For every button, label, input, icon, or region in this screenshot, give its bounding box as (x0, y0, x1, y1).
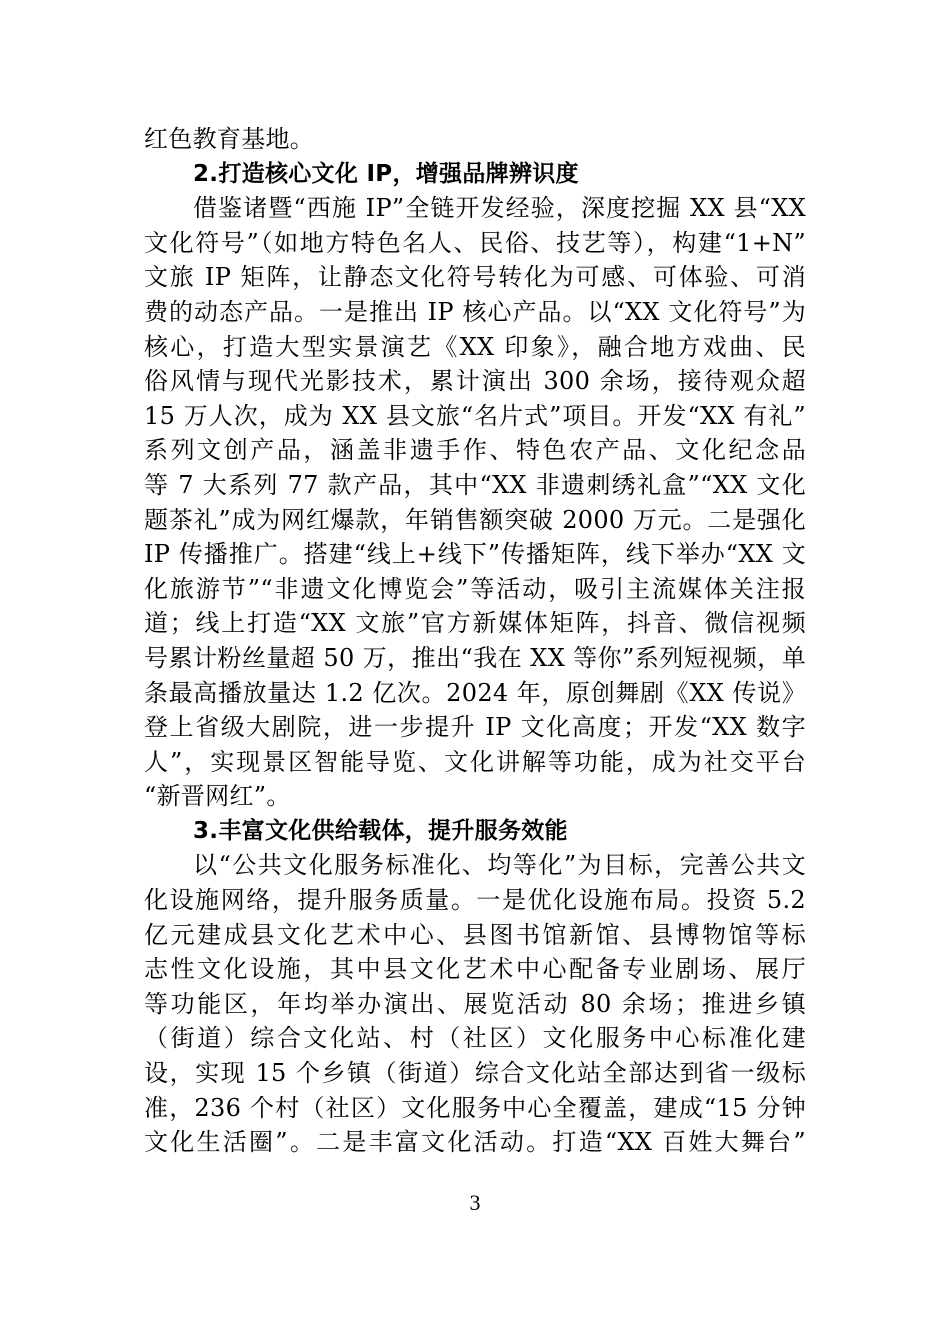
paragraph-line: （街道）综合文化站、村（社区）文化服务中心标准化建 (144, 1024, 806, 1053)
paragraph-line: 以“公共文化服务标准化、均等化”为目标，完善公共文 (193, 851, 806, 880)
page-number: 3 (469, 1190, 481, 1215)
paragraph-line: 设，实现 15 个乡镇（街道）综合文化站全部达到省一级标 (144, 1059, 806, 1088)
paragraph-line: 化旅游节”“非遗文化博览会”等活动，吸引主流媒体关注报 (144, 574, 806, 603)
paragraph-line: 志性文化设施，其中县文化艺术中心配备专业剧场、展厅 (144, 955, 806, 984)
paragraph-line: 人”，实现景区智能导览、文化讲解等功能，成为社交平台 (144, 747, 806, 776)
paragraph-line: 道；线上打造“XX 文旅”官方新媒体矩阵，抖音、微信视频 (144, 609, 806, 638)
paragraph-line: 条最高播放量达 1.2 亿次。2024 年，原创舞剧《XX 传说》 (144, 678, 806, 707)
paragraph-line: 红色教育基地。 (144, 125, 315, 153)
section-heading: 2.打造核心文化 IP，增强品牌辨识度 (193, 160, 579, 187)
paragraph-line: 文化符号”（如地方特色名人、民俗、技艺等），构建“1+N” (144, 228, 806, 257)
paragraph-line: 系列文创产品，涵盖非遗手作、特色农产品、文化纪念品 (144, 436, 806, 465)
paragraph-line: 登上省级大剧院，进一步提升 IP 文化高度；开发“XX 数字 (144, 713, 806, 742)
paragraph-line: 亿元建成县文化艺术中心、县图书馆新馆、县博物馆等标 (144, 920, 806, 949)
paragraph-line: 15 万人次，成为 XX 县文旅“名片式”项目。开发“XX 有礼” (144, 401, 806, 430)
paragraph-line: 准，236 个村（社区）文化服务中心全覆盖，建成“15 分钟 (144, 1093, 806, 1122)
paragraph-line: 号累计粉丝量超 50 万，推出“我在 XX 等你”系列短视频，单 (144, 643, 806, 672)
paragraph-line: 题茶礼”成为网红爆款，年销售额突破 2000 万元。二是强化 (144, 505, 806, 534)
section-heading: 3.丰富文化供给载体，提升服务效能 (193, 817, 568, 844)
paragraph-line: 文化生活圈”。二是丰富文化活动。打造“XX 百姓大舞台” (144, 1128, 806, 1157)
paragraph-line: 文旅 IP 矩阵，让静态文化符号转化为可感、可体验、可消 (144, 263, 806, 292)
paragraph-line: 费的动态产品。一是推出 IP 核心产品。以“XX 文化符号”为 (144, 297, 806, 326)
paragraph-line: 借鉴诸暨“西施 IP”全链开发经验，深度挖掘 XX 县“XX (193, 194, 806, 223)
paragraph-line: 等 7 大系列 77 款产品，其中“XX 非遗刺绣礼盒”“XX 文化 (144, 470, 806, 499)
paragraph-line: 核心，打造大型实景演艺《XX 印象》，融合地方戏曲、民 (144, 332, 806, 361)
paragraph-line: 等功能区，年均举办演出、展览活动 80 余场；推进乡镇 (144, 989, 806, 1018)
document-body (144, 122, 806, 1160)
paragraph-line: 化设施网络，提升服务质量。一是优化设施布局。投资 5.2 (144, 886, 806, 915)
paragraph-line: 俗风情与现代光影技术，累计演出 300 余场，接待观众超 (144, 367, 806, 396)
paragraph-line: IP 传播推广。搭建“线上+线下”传播矩阵，线下举办“XX 文 (144, 540, 806, 569)
paragraph-line: “新晋网红”。 (144, 782, 291, 811)
